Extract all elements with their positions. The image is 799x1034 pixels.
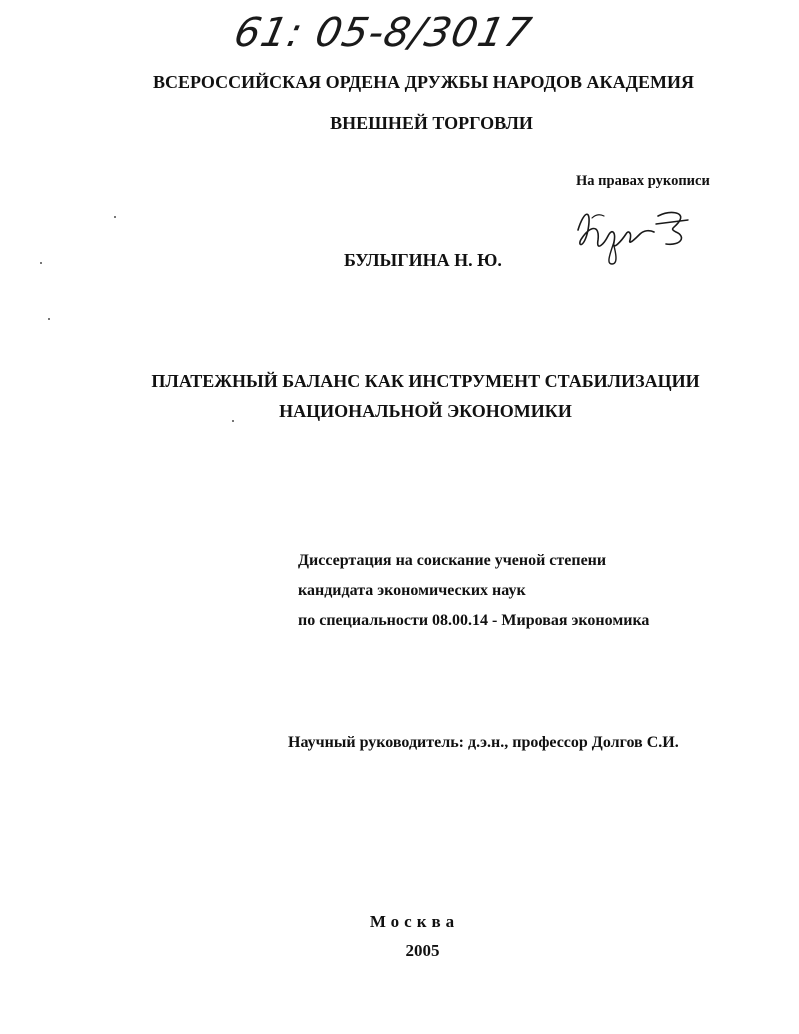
- scientific-supervisor: Научный руководитель: д.э.н., профессор Долгов С.И.: [288, 734, 679, 751]
- scan-speck: [114, 216, 116, 218]
- title-line-1: ПЛАТЕЖНЫЙ БАЛАНС КАК ИНСТРУМЕНТ СТАБИЛИЗАЦИИ: [151, 371, 700, 391]
- signature-mark: [570, 200, 700, 270]
- archive-code-handwritten: 61: 05-8/3017: [230, 10, 537, 56]
- rights-note: На правах рукописи: [576, 173, 710, 189]
- scan-speck: [232, 420, 234, 422]
- dissertation-line-2: кандидата экономических наук: [298, 582, 526, 599]
- institution-line-1: ВСЕРОССИЙСКАЯ ОРДЕНА ДРУЖБЫ НАРОДОВ АКАДЕМИЯ: [153, 72, 694, 92]
- year: 2005: [405, 941, 440, 960]
- author-name: БУЛЫГИНА Н. Ю.: [344, 250, 502, 270]
- dissertation-line-1: Диссертация на соискание ученой степени: [298, 552, 607, 569]
- dissertation-line-3: по специальности 08.00.14 - Мировая экономика: [298, 612, 650, 629]
- city: Москва: [369, 912, 460, 931]
- institution-line-2: ВНЕШНЕЙ ТОРГОВЛИ: [330, 113, 533, 133]
- scan-speck: [48, 318, 50, 320]
- title-line-2: НАЦИОНАЛЬНОЙ ЭКОНОМИКИ: [279, 401, 572, 421]
- scan-speck: [40, 262, 42, 264]
